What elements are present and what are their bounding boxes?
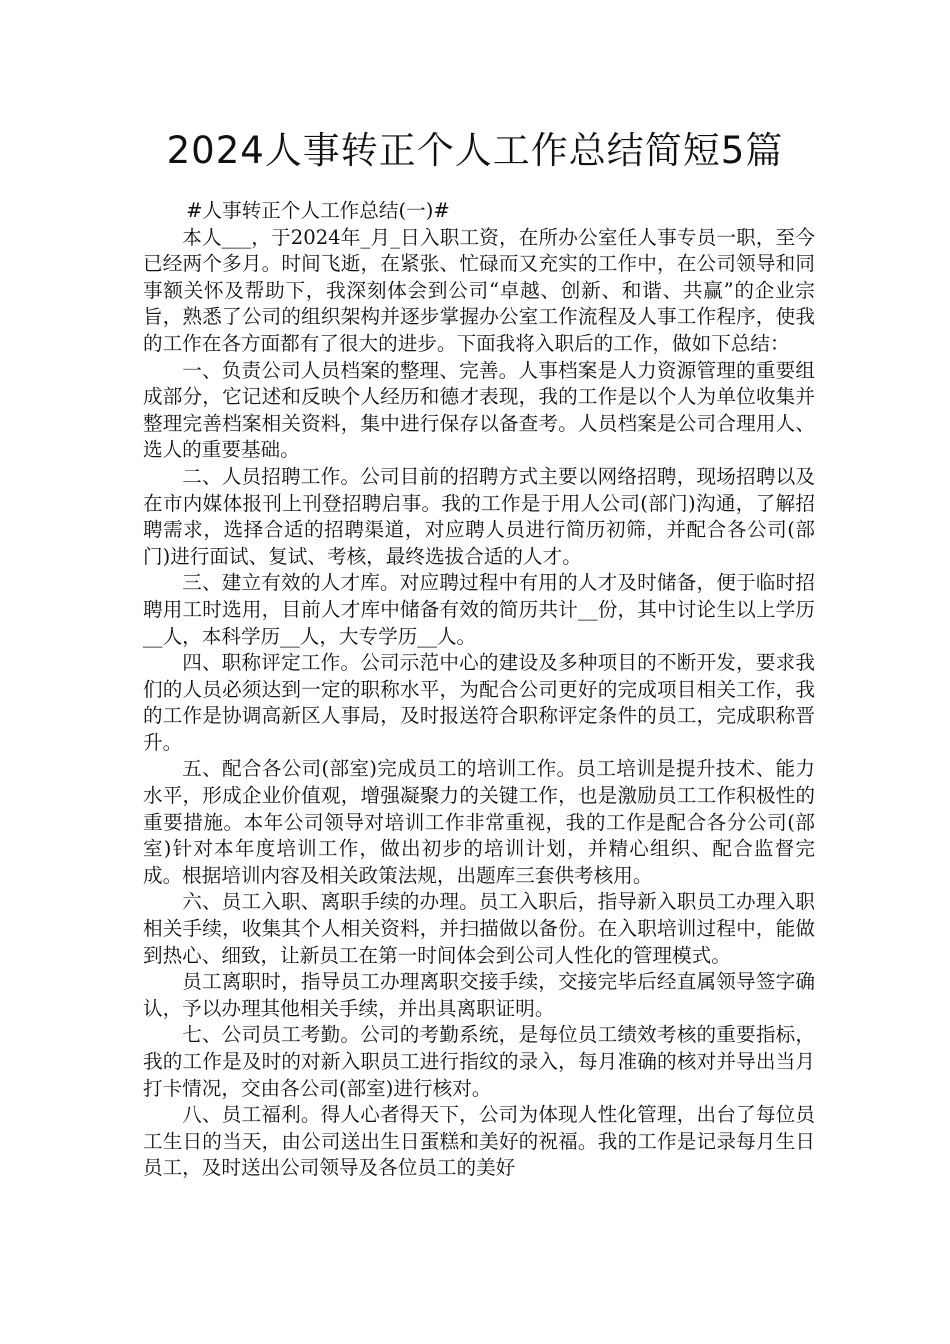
paragraph-title-evaluation: 四、职称评定工作。公司示范中心的建设及多种项目的不断开发，要求我们的人员必须达到一定的职称水平，为配合公司更好的完成项目相关工作，我的工作是协调高新区人事局，及时报送符合职称评定条件的员工，完成职称晋升。 — [143, 651, 815, 754]
section-heading: #人事转正个人工作总结(一)# — [186, 199, 450, 222]
document-title: 2024人事转正个人工作总结简短5篇 — [166, 129, 784, 172]
paragraph-talent-pool: 三、建立有效的人才库。对应聘过程中有用的人才及时储备，便于临时招聘用工时选用，目前人才库中储备有效的简历共计__份，其中讨论生以上学历__人，本科学历__人，大专学历__人。 — [143, 571, 815, 648]
paragraph-welfare: 八、员工福利。得人心者得天下，公司为体现人性化管理，出台了每位员工生日的当天，由公司送出生日蛋糕和美好的祝福。我的工作是记录每月生日员工，及时送出公司领导及各位员工的美好 — [143, 1103, 815, 1180]
document-body — [143, 198, 815, 1182]
paragraph-attendance: 七、公司员工考勤。公司的考勤系统，是每位员工绩效考核的重要指标，我的工作是及时的对新入职员工进行指纹的录入，每月准确的核对并导出当月打卡情况，交由各公司(部室)进行核对。 — [143, 1023, 815, 1100]
paragraph-archives: 一、负责公司人员档案的整理、完善。人事档案是人力资源管理的重要组成部分，它记述和反映个人经历和德才表现，我的工作是以个人为单位收集并整理完善档案相关资料，集中进行保存以备查考。人员档案是公司合理用人、选人的重要基础。 — [143, 358, 815, 462]
paragraph-training: 五、配合各公司(部室)完成员工的培训工作。员工培训是提升技术、能力水平，形成企业价值观，增强凝聚力的关键工作，也是激励员工工作积极性的重要措施。本年公司领导对培训工作非常重视，我的工作是配合各分公司(部室)针对本年度培训工作，做出初步的培训计划，并精心组织、配合监督完成。根据培训内容及相关政策法规，出题库三套供考核用。 — [143, 757, 815, 887]
paragraph-onboarding: 六、员工入职、离职手续的办理。员工入职后，指导新入职员工办理入职相关手续，收集其个人相关资料，并扫描做以备份。在入职培训过程中，能做到热心、细致，让新员工在第一时间体会到公司人性化的管理模式。 — [143, 890, 815, 967]
intro-paragraph: 本人___，于2024年_月_日入职工资，在所办公室任人事专员一职，至今已经两个多月。时间飞逝，在紧张、忙碌而又充实的工作中，在公司领导和同事额关怀及帮助下，我深刻体会到公司“卓越、创新、和谐、共赢”的企业宗旨，熟悉了公司的组织架构并逐步掌握办公室工作流程及人事工作程序，使我的工作在各方面都有了很大的进步。下面我将入职后的工作，做如下总结： — [143, 225, 815, 355]
paragraph-recruitment: 二、人员招聘工作。公司目前的招聘方式主要以网络招聘，现场招聘以及在市内媒体报刊上刊登招聘启事。我的工作是于用人公司(部门)沟通，了解招聘需求，选择合适的招聘渠道，对应聘人员进行简历初筛，并配合各公司(部门)进行面试、复试、考核，最终选拔合适的人才。 — [143, 464, 815, 568]
paragraph-resignation: 员工离职时，指导员工办理离职交接手续，交接完毕后经直属领导签字确认，予以办理其他相关手续，并出具离职证明。 — [143, 970, 815, 1020]
